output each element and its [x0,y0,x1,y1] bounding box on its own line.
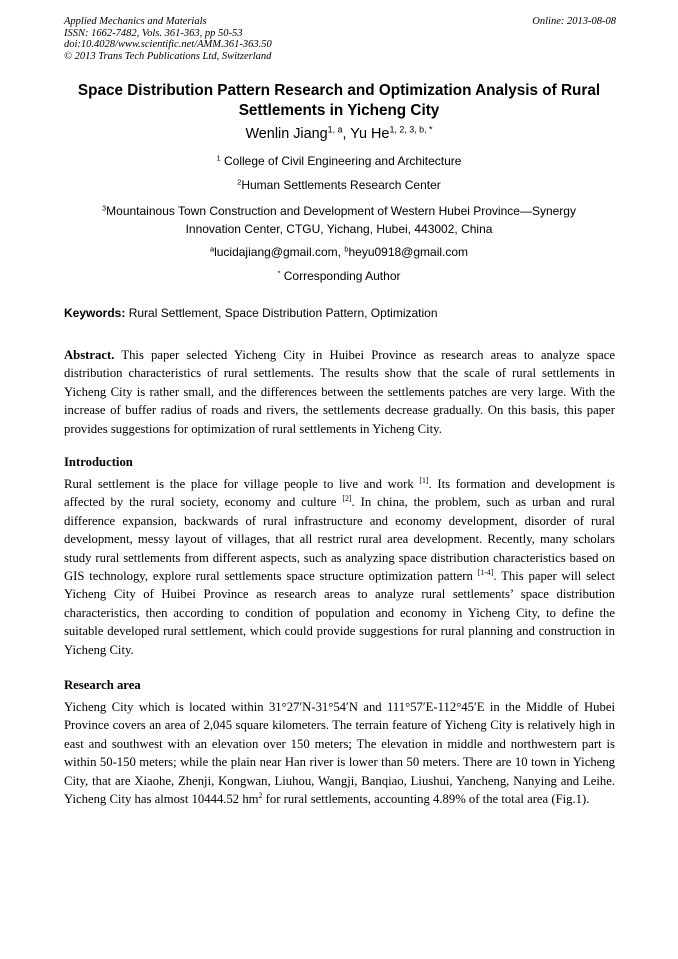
affiliation-1-marker: 1 [216,153,221,163]
abstract-label: Abstract. [64,348,115,362]
introduction-paragraph [64,475,615,659]
affiliation-3-marker: 3 [102,203,107,213]
issn: ISSN: 1662-7482, Vols. 361-363, pp 50-53 [64,27,243,39]
keywords-text: Rural Settlement, Space Distribution Pattern, Optimization [125,306,438,320]
affiliation-3-line-1: Mountainous Town Construction and Development of Western Hubei Province—Synergy [106,204,576,218]
intro-text-3: . In china, the problem, such as urban and rural difference expansion, backwards of rural infrastructure and economy development, disorder of rural development, messy layout of villages, that all restrict rural area development. Recently, many scholars study rural settlements from different aspects, such as analyzing space distribution characteristics based on GIS technology, explore rural settlements space structure optimization pattern [64,495,615,584]
intro-text-4: . This paper will select Yicheng City of Huibei Province as research areas to analyze rural settlements’ space distribution characteristics, then according to condition of population and economy in Yicheng City, to define the suitable developed rural settlement, which could provide suggestions for rural planning and construction in Yicheng City. [64,569,615,657]
keywords-label: Keywords: [64,306,126,320]
copyright: © 2013 Trans Tech Publications Ltd, Switzerland [64,50,272,62]
email-a: lucidajiang@gmail.com, [214,245,345,259]
doi: doi:10.4028/www.scientific.net/AMM.361-363.50 [64,39,272,51]
citation-1: [1] [419,476,429,486]
affiliation-1-text: College of Civil Engineering and Architecture [220,154,462,168]
author-2-affiliation: 1, 2, 3, b, * [389,124,433,135]
affiliation-3 [50,202,628,238]
keywords [64,305,624,321]
research-text-2: for rural settlements, accounting 4.89% of the total area (Fig.1). [262,792,590,807]
title-line-2: Settlements in Yicheng City [238,102,440,119]
intro-text-2: . Its formation and development is affected by the rural society, economy and culture [64,477,615,510]
abstract [64,346,615,438]
corresponding-author [50,267,628,285]
intro-text-1: Rural settlement is the place for village people to live and work [64,477,420,491]
research-area-paragraph [64,698,615,808]
online-date: Online: 2013-08-08 [532,16,616,27]
author-1: Wenlin Jiang [245,126,328,142]
affiliation-1 [50,152,628,170]
email-a-marker: a [209,244,215,254]
corresponding-text: Corresponding Author [280,269,401,283]
author-separator: , [342,126,351,142]
emails [50,243,628,261]
author-2: Yu He [350,126,390,142]
affiliation-2-text: Human Settlements Research Center [241,178,441,192]
title-line-1: Space Distribution Pattern Research and Optimization Analysis of Rural [77,82,601,99]
author-list [50,124,628,144]
journal-name: Applied Mechanics and Materials [64,16,207,27]
email-b-marker: b [344,244,349,254]
unit-superscript: 2 [258,791,263,801]
affiliation-2 [50,176,628,194]
corresponding-marker: * [277,268,281,278]
abstract-text: This paper selected Yicheng City in Huibei Province as research areas to analyze space distribution characteristics of rural settlements. The results show that the scale of rural settlements in Yicheng City is rather small, and the differences between the settlements patches are very large. With the increase of buffer radius of roads and rivers, the settlements decrease gradually. On this basis, this paper provides suggestions for optimization of rural settlements in Yicheng City. [64,348,615,436]
journal-header [64,16,616,62]
citation-3: [1-4] [477,568,494,578]
paper-title [50,81,628,121]
citation-2: [2] [342,494,352,504]
introduction-heading: Introduction [64,455,133,469]
affiliation-2-marker: 2 [237,177,242,187]
research-area-heading: Research area [64,678,141,692]
affiliation-3-line-2: Innovation Center, CTGU, Yichang, Hubei, 443002, China [185,222,493,236]
email-b: heyu0918@gmail.com [348,245,469,259]
research-text-1: Yicheng City which is located within 31°27′N-31°54′N and 111°57′E-112°45′E in the Middle of Hubei Province covers an area of 2,045 square kilometers. The terrain feature of Yicheng City is relatively high in east and southwest with an elevation over 150 meters; The elevation in middle and northwestern part is within 50-150 meters; while the plain near Han river is lower than 50 meters. There are 10 town in Yicheng City, that are Xiaohe, Zhenji, Kongwan, Liuhou, Wangji, Banqiao, Liushui, Yancheng, Nanying and Leihe. Yicheng City has almost 10444.52 hm [64,700,615,807]
author-1-affiliation: 1, a [327,124,343,135]
